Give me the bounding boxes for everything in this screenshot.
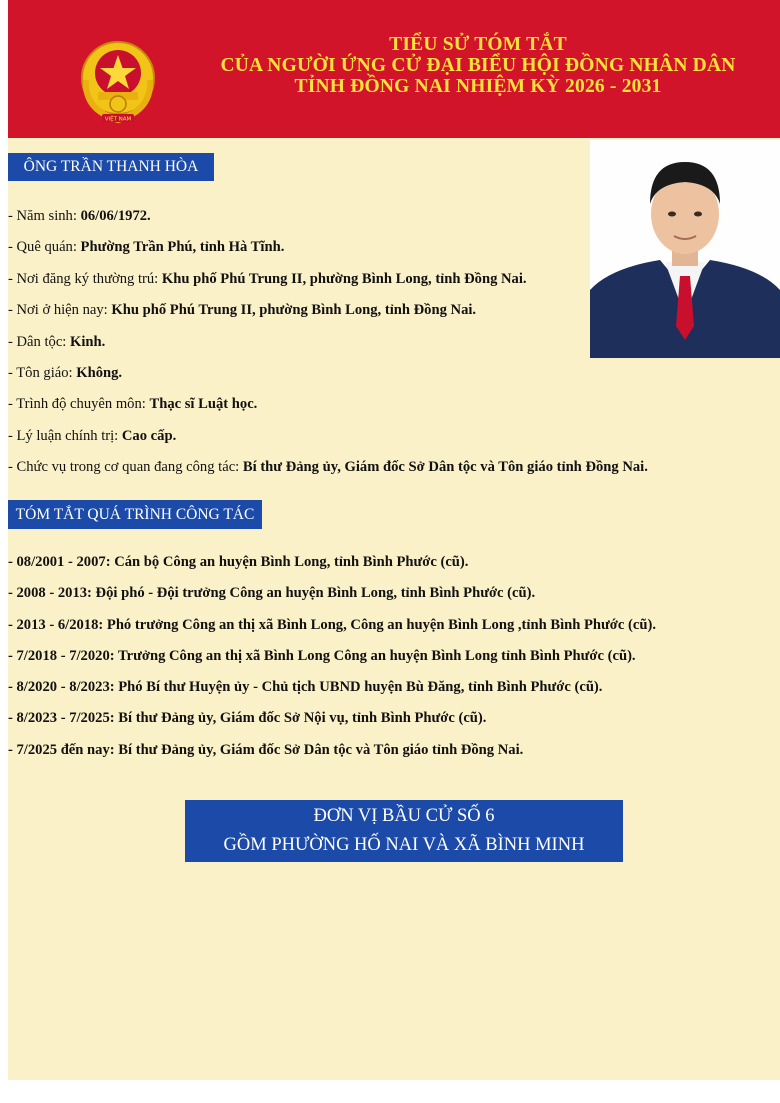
info-political-theory: - Lý luận chính trị: Cao cấp. [8,427,177,444]
title-line-2: CỦA NGƯỜI ỨNG CỬ ĐẠI BIỂU HỘI ĐỒNG NHÂN DÂN [220,55,736,76]
info-current-position: - Chức vụ trong cơ quan đang công tác: Bí thư Đảng ủy, Giám đốc Sở Dân tộc và Tôn giáo tỉnh Đồng Nai. [8,459,648,476]
info-current-residence: - Nơi ở hiện nay: Khu phố Phú Trung II, phường Bình Long, tỉnh Đồng Nai. [8,302,477,319]
header-banner [8,0,780,138]
info-ethnicity: - Dân tộc: Kinh. [8,333,106,350]
career-item: - 8/2020 - 8/2023: Phó Bí thư Huyện ủy - Chủ tịch UBND huyện Bù Đăng, tỉnh Bình Phước (cũ). [8,679,603,696]
personal-info-list [8,202,778,485]
career-item: - 2013 - 6/2018: Phó trưởng Công an thị xã Bình Long, Công an huyện Bình Long ,tỉnh Bình Phước (cũ). [8,616,656,633]
career-summary-badge: TÓM TẮT QUÁ TRÌNH CÔNG TÁC [8,500,262,529]
title-line-3: TỈNH ĐỒNG NAI NHIỆM KỲ 2026 - 2031 [294,76,662,97]
career-list [8,548,778,767]
career-item: - 08/2001 - 2007: Cán bộ Công an huyện Bình Long, tỉnh Bình Phước (cũ). [8,554,469,570]
title-line-1: TIỂU SỬ TÓM TẮT [389,34,567,55]
career-item: - 2008 - 2013: Đội phó - Đội trưởng Công an huyện Bình Long, tỉnh Bình Phước (cũ). [8,585,536,602]
career-item: - 7/2018 - 7/2020: Trưởng Công an thị xã Bình Long Công an huyện Bình Long tỉnh Bình Phước (cũ). [8,647,636,664]
profile-sheet [8,0,780,1080]
svg-text:VIỆT NAM: VIỆT NAM [104,116,132,123]
info-hometown: - Quê quán: Phường Trần Phú, tỉnh Hà Tĩnh. [8,239,285,256]
info-education: - Trình độ chuyên môn: Thạc sĩ Luật học. [8,396,258,413]
info-religion: - Tôn giáo: Không. [8,364,123,381]
district-line-1: ĐƠN VỊ BẦU CỬ SỐ 6 [313,806,495,826]
national-emblem-icon [76,40,160,128]
header-titles [178,34,778,97]
electoral-district-box [185,800,623,862]
info-permanent-residence: - Nơi đăng ký thường trú: Khu phố Phú Trung II, phường Bình Long, tỉnh Đồng Nai. [8,270,527,287]
info-birth-date: - Năm sinh: 06/06/1972. [8,208,151,224]
district-line-2: GỒM PHƯỜNG HỐ NAI VÀ XÃ BÌNH MINH [223,835,585,855]
career-item: - 8/2023 - 7/2025: Bí thư Đảng ủy, Giám đốc Sở Nội vụ, tỉnh Bình Phước (cũ). [8,710,487,727]
career-item: - 7/2025 đến nay: Bí thư Đảng ủy, Giám đốc Sở Dân tộc và Tôn giáo tỉnh Đồng Nai. [8,741,524,758]
candidate-name-badge: ÔNG TRẦN THANH HÒA [8,153,214,181]
